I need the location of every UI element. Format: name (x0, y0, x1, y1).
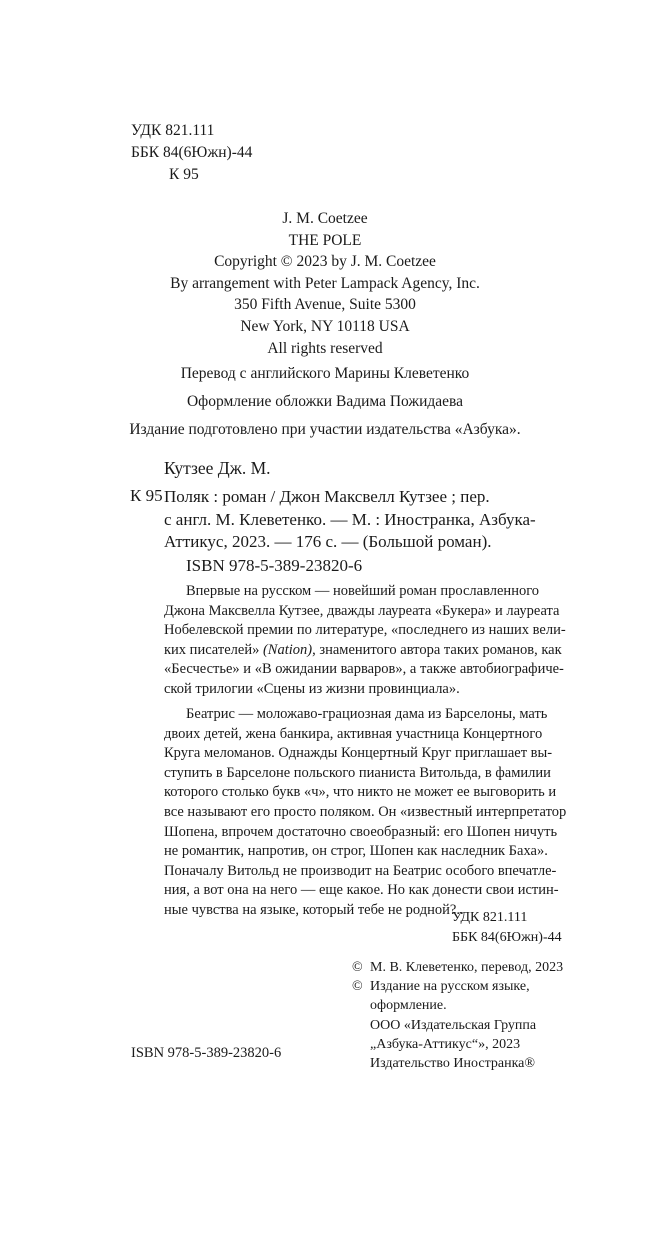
annotation-line: Впервые на русском — новейший роман прославленного (186, 583, 540, 599)
bbk-code: ББК 84(6Южн)-44 (131, 144, 253, 161)
translator-credit: Перевод с английского Марины Клеветенко (180, 365, 470, 382)
address-line-1: 350 Fifth Avenue, Suite 5300 (234, 296, 416, 314)
annotation-line: не романтик, напротив, он строг, Шопен как наследник Баха». (164, 843, 548, 860)
copyright-edition: оформление. (370, 998, 447, 1014)
catalog-author: Кутзее Дж. М. (164, 458, 271, 478)
classification-codes (131, 120, 252, 186)
catalog-line: Аттикус, 2023. — 176 с. — (Большой роман). (164, 532, 492, 551)
edition-credit: Издание подготовлено при участии издательства «Азбука». (129, 421, 521, 438)
annotation-line: ния, а вот она на него — еще какое. Но как донести свои истин- (164, 882, 559, 899)
annotation-line (164, 641, 570, 661)
annotation-paragraph-2 (164, 705, 570, 921)
annotation-line: ской трилогии «Сцены из жизни провинциала». (164, 680, 460, 697)
udk-code: УДК 821.111 (452, 910, 528, 925)
copyright-symbol: © (352, 960, 363, 975)
annotation-line: которого столько букв «ч», что никто не может ее выговорить и (164, 784, 557, 801)
catalog-isbn: ISBN 978-5-389-23820-6 (186, 556, 363, 575)
copyright-edition: „Азбука-Аттикус“», 2023 (370, 1036, 521, 1052)
copyright-translation: М. В. Клеветенко, перевод, 2023 (370, 960, 564, 975)
annotation-line: Круга меломанов. Однажды Концертный Круг приглашает вы- (164, 745, 553, 762)
udk-code: УДК 821.111 (131, 122, 215, 139)
copyright-edition: Издательство Иностранка® (370, 1056, 536, 1072)
catalog-code: К 95 (130, 486, 163, 505)
copyright-line: Copyright © 2023 by J. M. Coetzee (214, 253, 436, 271)
annotation-paragraph-1 (164, 582, 570, 700)
cover-credit: Оформление обложки Вадима Пожидаева (186, 393, 464, 410)
annotation-line: «Бесчестье» и «В ожидании варваров», а также автобиографиче- (164, 661, 564, 678)
copyright-symbol: © (352, 979, 363, 995)
annotation-line: ные чувства на языке, который тебе не родной?.. (164, 901, 464, 918)
annotation-line: двоих детей, жена банкира, активная участница Концертного (164, 725, 543, 742)
rights-reserved: All rights reserved (267, 339, 383, 357)
original-author: J. M. Coetzee (282, 210, 368, 227)
annotation-line: Шопена, впрочем достаточно своеобразный: его Шопен ничуть (164, 823, 558, 840)
copyright-edition: Издание на русском языке, (370, 979, 530, 995)
annotation-text: ких писателей» (164, 641, 260, 658)
annotation-text: , знаменитого автора таких романов, как (312, 641, 562, 658)
rights-block (0, 208, 650, 359)
catalog-description (164, 486, 536, 554)
catalog-line: Поляк : роман / Джон Максвелл Кутзее ; пер. (164, 487, 490, 506)
annotation-line: Поначалу Витольд не производит на Беатрис особого впечатле- (164, 862, 557, 879)
original-title: THE POLE (288, 231, 362, 249)
copyright-edition: ООО «Издательская Группа (370, 1017, 537, 1033)
annotation-line: Нобелевской премии по литературе, «последнего из наших вели- (164, 622, 566, 639)
copyright-notices (352, 958, 563, 1073)
source-citation: (Nation) (262, 641, 313, 658)
annotation-line: Джона Максвелла Кутзее, дважды лауреата «Букера» и лауреата (164, 602, 560, 619)
annotation-line: Беатрис — моложаво-грациозная дама из Барселоны, мать (186, 706, 548, 722)
annotation-line: ступить в Барселоне польского пианиста Витольда, в фамилии (164, 764, 551, 781)
annotation-line: все называют его просто поляком. Он «известный интерпретатор (164, 803, 567, 820)
arrangement-line: By arrangement with Peter Lampack Agency, Inc. (170, 274, 480, 292)
bbk-code: ББК 84(6Южн)-44 (452, 930, 562, 945)
isbn-bottom: ISBN 978-5-389-23820-6 (131, 1045, 282, 1061)
author-sign: К 95 (169, 166, 199, 183)
bottom-classification (452, 908, 562, 948)
catalog-line: с англ. М. Клеветенко. — М. : Иностранка, Азбука- (164, 509, 536, 529)
address-line-2: New York, NY 10118 USA (240, 317, 410, 335)
